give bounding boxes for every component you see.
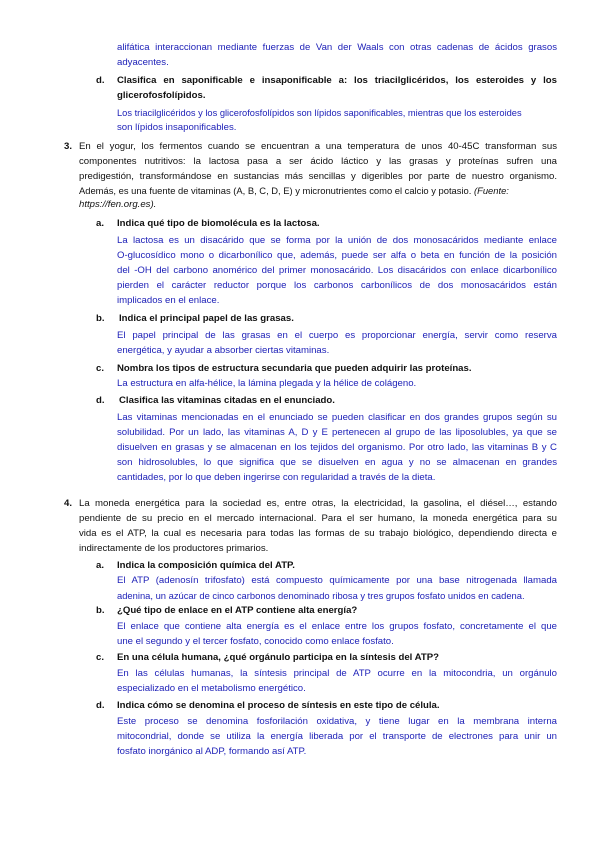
source-label: (Fuente:: [473, 185, 509, 196]
answer-text: energética, y ayudar a absorber ciertas vitaminas.: [117, 345, 330, 356]
answer-continuation-line: alifática interaccionan mediante fuerzas de Van der Waals con otras cadenas de ácidos grasos: [117, 42, 557, 53]
item-label: d.: [96, 395, 105, 406]
answer-text: Los triacilglicéridos y los glicerofosfolípidos son lípidos saponificables, mientras que los esteroides: [117, 108, 522, 118]
answer-text: La estructura en alfa-hélice, la lámina plegada y la hélice de colágeno.: [117, 378, 417, 389]
item-label: a.: [96, 560, 105, 571]
question-statement-line: pendiente de su precio en el mercado internacional. Para el ser humano, la moneda energética para su: [79, 513, 557, 524]
answer-text: solubilidad. Por un lado, las vitaminas A, D y E pertenecen al grupo de las liposolubles, ya que se: [117, 427, 557, 438]
source-end: .: [153, 199, 157, 210]
item-label: b.: [96, 313, 105, 324]
answer-continuation-line: adyacentes.: [117, 57, 169, 68]
answer-text: del -OH del carbono anomérico del primer monosacárido. Los disacáridos con enlace dicarbonílico: [117, 265, 557, 276]
answer-text: O-glucosídico mono o dicarbonílico que, además, puede ser alfa o beta en función de la posición: [117, 250, 557, 261]
source-citation: [79, 199, 156, 211]
answer-text: especializado en el metabolismo energético.: [117, 683, 306, 694]
question-number: 3.: [64, 141, 73, 152]
question-statement-line: [79, 185, 557, 197]
question-text: Indica el principal papel de las grasas.: [119, 313, 294, 324]
item-label: a.: [96, 218, 105, 229]
question-text: Indica qué tipo de biomolécula es la lactosa.: [117, 218, 320, 229]
answer-text: son lípidos insaponificables.: [117, 122, 237, 133]
answer-text: son hidrosolubles, lo que significa que se disuelven en agua y no se almacenan en grandes: [117, 457, 557, 468]
item-label: d.: [96, 75, 105, 86]
question-text: Clasifica las vitaminas citadas en el enunciado.: [119, 395, 335, 406]
question-statement-line: componentes nutritivos: la lactosa pasa a ser ácido láctico y las grasas y proteínas sufren una: [79, 156, 557, 167]
source-url[interactable]: https://fen.org.es): [79, 199, 154, 210]
question-text: En una célula humana, ¿qué orgánulo participa en la síntesis del ATP?: [117, 652, 439, 663]
answer-text: disuelven en grasas y se almacenan en los tejidos del organismo. Por otro lado, las vitaminas B y C: [117, 442, 557, 453]
answer-text: El papel principal de las grasas en el cuerpo es proporcionar energía, servir como reserva: [117, 330, 557, 341]
question-text: Indica cómo se denomina el proceso de síntesis en este tipo de célula.: [117, 700, 440, 711]
question-text: Indica la composición química del ATP.: [117, 560, 295, 571]
answer-text: adenina, un azúcar de cinco carbonos denominado ribosa y tres grupos fosfato unidos en cadena.: [117, 590, 525, 601]
answer-text: La lactosa es un disacárido que se forma por la unión de dos monosacáridos mediante enlace: [117, 235, 557, 246]
answer-text: Las vitaminas mencionadas en el enunciado se pueden clasificar en dos grandes grupos según su: [117, 412, 557, 423]
answer-text: En las células humanas, la síntesis principal de ATP ocurre en la mitocondria, un orgánulo: [117, 668, 557, 679]
item-label: b.: [96, 605, 105, 616]
answer-text: pierden el carácter reductor porque los carbonos carbonílicos de dos monosacáridos están: [117, 280, 557, 291]
answer-text: mitocondrial, donde se utiliza la energía liberada por el transporte de electrones para unir un: [117, 731, 557, 742]
answer-text: implicados en el enlace.: [117, 295, 220, 306]
question-text: Nombra los tipos de estructura secundaria que pueden adquirir las proteínas.: [117, 363, 472, 374]
question-text: Clasifica en saponificable e insaponificable a: los triacilglicéridos, los esteroides y los: [117, 75, 557, 86]
answer-text: cantidades, por lo que deben ingerirse con regularidad a través de la dieta.: [117, 472, 436, 483]
question-statement-line: En el yogur, los fermentos cuando se encuentran a una temperatura de unos 40-45C transforman sus: [79, 141, 557, 152]
question-statement-line: predigestión, transformándose en sustancias más sencillas y digeribles por parte de nuestro organismo.: [79, 171, 557, 182]
answer-text: fosfato inorgánico al ADP, formando así ATP.: [117, 746, 307, 757]
item-label: c.: [96, 652, 105, 663]
question-statement-line: La moneda energética para la sociedad es, entre otras, la electricidad, la gasolina, el diésel…, estando: [79, 498, 557, 509]
question-statement-line: indirectamente de los productores primarios.: [79, 543, 269, 554]
item-label: c.: [96, 363, 105, 374]
item-label: d.: [96, 700, 105, 711]
statement-text: Además, es una fuente de vitaminas (A, B, C, D, E) y micronutrientes como el calcio y potasio.: [79, 185, 472, 196]
answer-text: une el segundo y el tercer fosfato, conocido como enlace fosfato.: [117, 636, 394, 647]
answer-text: El enlace que contiene alta energía es el enlace entre los grupos fosfato, concretamente el que: [117, 621, 557, 632]
question-statement-line: vida es el ATP, la cual es necesaria para todas las formas de su trabajo biológico, dependiendo directa e: [79, 528, 557, 539]
answer-text: Este proceso se denomina fosforilación oxidativa, y tiene lugar en la membrana interna: [117, 716, 557, 727]
question-text: glicerofosfolípidos.: [117, 90, 206, 101]
question-text: ¿Qué tipo de enlace en el ATP contiene alta energía?: [117, 605, 358, 616]
answer-text: El ATP (adenosín trifosfato) está compuesto químicamente por una base nitrogenada llamada: [117, 575, 557, 586]
question-number: 4.: [64, 498, 73, 509]
